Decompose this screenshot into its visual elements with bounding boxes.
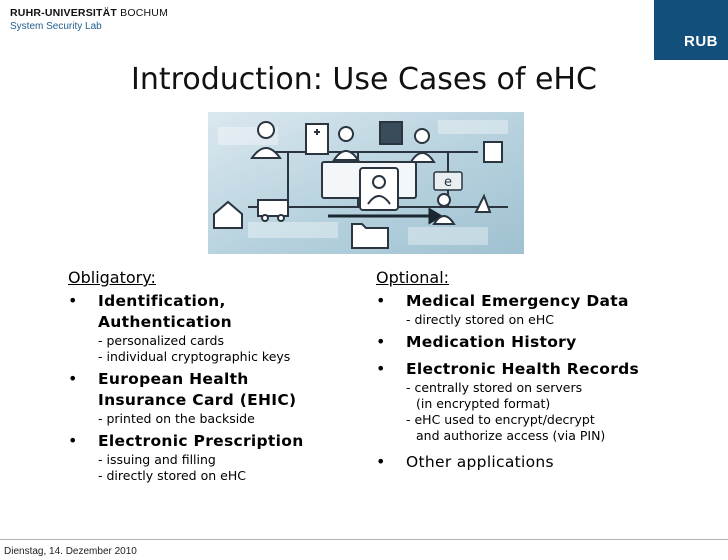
item-detail: - centrally stored on servers (406, 380, 583, 395)
list-item (68, 291, 358, 365)
item-detail: - issuing and filling (98, 452, 216, 467)
item-detail: - personalized cards (98, 333, 224, 348)
rub-logo-text: RUB (684, 33, 718, 50)
item-detail: - directly stored on eHC (98, 468, 246, 483)
ehc-use-cases-illustration (208, 112, 524, 254)
list-item (376, 332, 721, 353)
lab-name: System Security Lab (10, 20, 102, 32)
item-detail: - directly stored on eHC (406, 312, 554, 327)
pharmacy-sign-icon (484, 142, 502, 162)
list-item (376, 359, 721, 444)
item-detail: - eHC used to encrypt/decrypt (406, 412, 595, 427)
ehc-card-letter: e (444, 175, 452, 190)
xray-icon (380, 122, 402, 144)
item-detail: (in encrypted format) (416, 396, 551, 411)
item-title: Other applications (406, 453, 554, 471)
slide-footer (0, 539, 728, 560)
university-name-part: RUHR-UNIVERSITÄT (10, 7, 118, 19)
item-title: Electronic Prescription (98, 432, 304, 450)
item-title: Medical Emergency Data (406, 292, 629, 310)
item-title: Identification, Authentication (98, 292, 232, 331)
bullet-icon: • (376, 291, 386, 310)
list-item (376, 452, 721, 473)
bullet-icon: • (376, 359, 386, 378)
bullet-icon: • (376, 332, 386, 351)
item-title: European Health Insurance Card (EHIC) (98, 370, 297, 409)
obligatory-column (68, 268, 358, 484)
bullet-icon: • (68, 369, 78, 388)
university-city: BOCHUM (120, 7, 169, 19)
bullet-icon: • (68, 291, 78, 310)
list-item (68, 431, 358, 484)
bullet-icon: • (68, 431, 78, 450)
item-title: Electronic Health Records (406, 360, 640, 378)
folder-icon (352, 224, 388, 248)
optional-column (376, 268, 721, 473)
patient-icon (360, 168, 398, 210)
optional-heading: Optional: (376, 268, 450, 287)
obligatory-heading: Obligatory: (68, 268, 156, 287)
item-detail: - printed on the backside (98, 411, 255, 426)
ehc-card-icon (434, 172, 462, 190)
bullet-icon: • (376, 452, 386, 471)
footer-date: Dienstag, 14. Dezember 2010 (4, 546, 137, 557)
item-detail: and authorize access (via PIN) (416, 428, 606, 443)
item-detail: - individual cryptographic keys (98, 349, 291, 364)
list-item (376, 291, 721, 328)
rub-logo (654, 0, 728, 60)
university-header (10, 8, 168, 32)
slide-title: Introduction: Use Cases of eHC (131, 62, 597, 97)
hospital-icon (306, 124, 328, 154)
list-item (68, 369, 358, 427)
university-name (10, 8, 168, 19)
item-title: Medication History (406, 333, 577, 351)
